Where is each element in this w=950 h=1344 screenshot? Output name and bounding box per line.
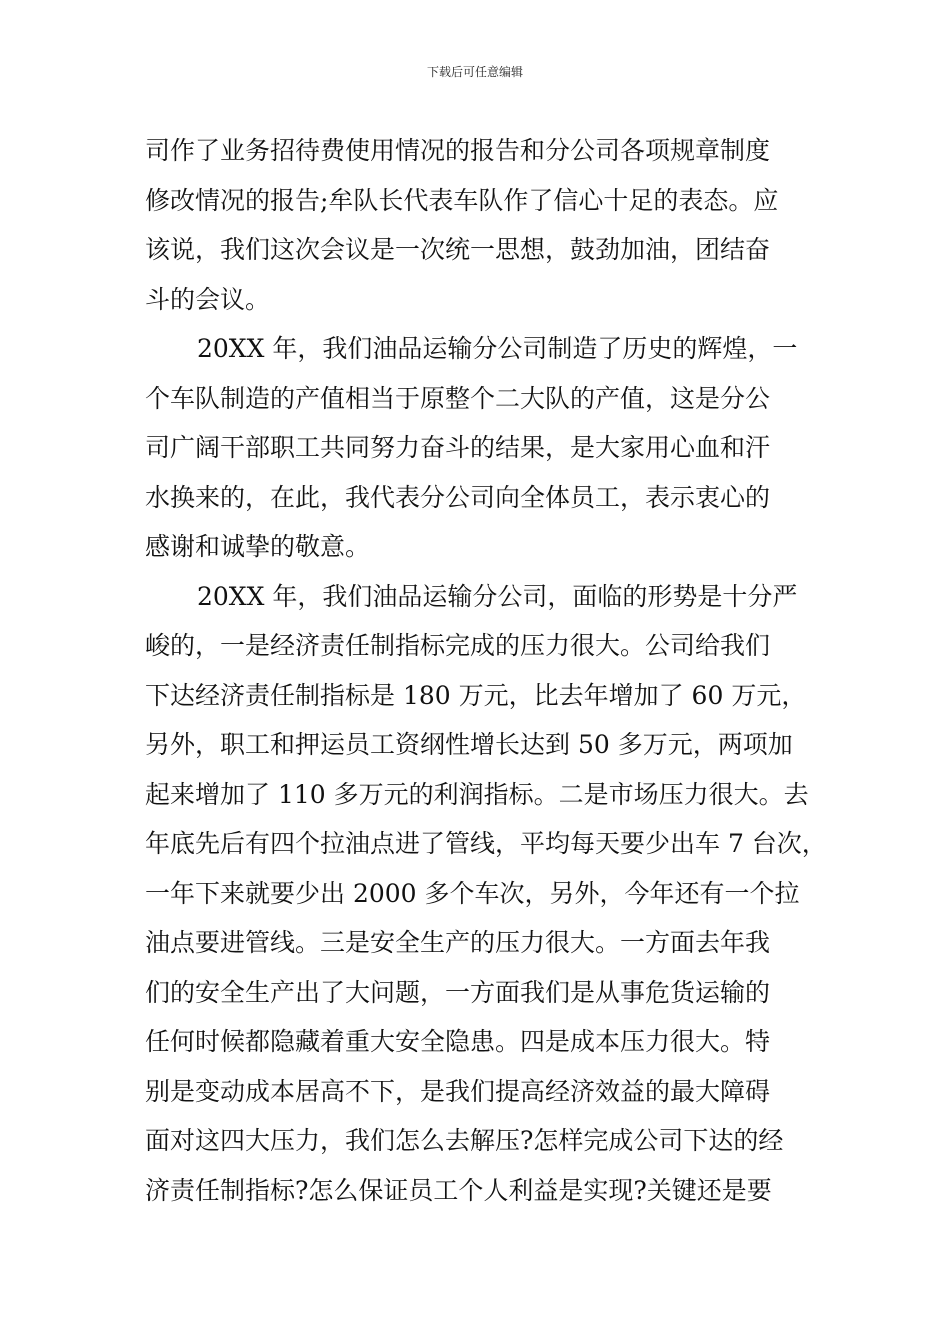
text-line: 水换来的，在此，我代表分公司向全体员工，表示衷心的 — [145, 482, 771, 512]
text-line: 个车队制造的产值相当于原整个二大队的产值，这是分公 — [145, 383, 771, 413]
document-body — [145, 126, 827, 1215]
text-line: 另外，职工和押运员工资纲性增长达到 50 多万元，两项加 — [145, 730, 793, 759]
text-line: 们的安全生产出了大问题，一方面我们是从事危货运输的 — [145, 977, 771, 1007]
text-line: 峻的，一是经济责任制指标完成的压力很大。公司给我们 — [145, 631, 771, 660]
text-line: 20XX 年，我们油品运输分公司，面临的形势是十分严 — [197, 581, 798, 611]
text-line: 修改情况的报告;牟队长代表车队作了信心十足的表态。应 — [145, 185, 779, 215]
text-line: 任何时候都隐藏着重大安全隐患。四是成本压力很大。特 — [145, 1027, 771, 1056]
text-line: 该说，我们这次会议是一次统一思想，鼓劲加油，团结奋 — [145, 235, 771, 264]
text-line: 面对这四大压力，我们怎么去解压?怎样完成公司下达的经 — [145, 1126, 784, 1155]
text-line: 别是变动成本居高不下，是我们提高经济效益的最大障碍 — [145, 1076, 771, 1106]
page-header: 下载后可任意编辑 — [426, 65, 523, 79]
text-line: 起来增加了 110 多万元的利润指标。二是市场压力很大。去 — [145, 779, 809, 809]
text-line: 斗的会议。 — [145, 284, 271, 314]
paragraph-1 — [145, 126, 810, 324]
text-line: 20XX 年，我们油品运输分公司制造了历史的辉煌，一 — [197, 334, 798, 363]
paragraph-3 — [145, 572, 827, 1216]
text-line: 济责任制指标?怎么保证员工个人利益是实现?关键还是要 — [145, 1175, 772, 1205]
text-line: 司广阔干部职工共同努力奋斗的结果，是大家用心血和汗 — [145, 433, 771, 462]
text-line: 下达经济责任制指标是 180 万元，比去年增加了 60 万元， — [145, 680, 807, 710]
text-line: 油点要进管线。三是安全生产的压力很大。一方面去年我 — [145, 928, 771, 957]
text-line: 司作了业务招待费使用情况的报告和分公司各项规章制度 — [145, 136, 771, 165]
text-line: 一年下来就要少出 2000 多个车次，另外，今年还有一个拉 — [145, 878, 800, 908]
text-line: 年底先后有四个拉油点进了管线，平均每天要少出车 7 台次， — [145, 829, 827, 858]
text-line: 感谢和诚挚的敬意。 — [145, 532, 371, 561]
paragraph-2 — [145, 324, 810, 572]
